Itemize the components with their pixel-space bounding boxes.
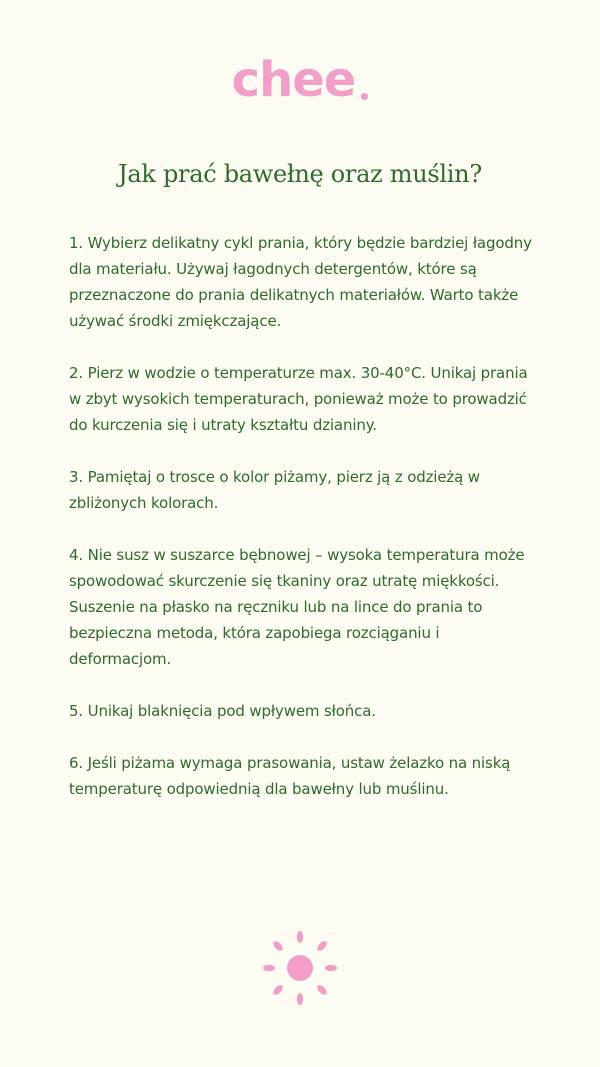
care-step-4: 4. Nie susz w suszarce bębnowej – wysoka temperatura może spowodować skurczenie się tkaniny oraz utratę miękkości. Suszenie na płasko na ręczniku lub na lince do prania to bezpieczna metoda, która zapobiega rozciąganiu i deformacjom. xyxy=(69,546,525,668)
care-step-2: 2. Pierz w wodzie o temperaturze max. 30-40°C. Unikaj prania w zbyt wysokich temperaturach, ponieważ może to prowadzić do kurczenia się i utraty kształtu dzianiny. xyxy=(69,364,528,434)
care-steps-list xyxy=(69,230,539,828)
sun-icon xyxy=(260,928,340,1008)
page-title: Jak prać bawełnę oraz muślin? xyxy=(118,160,482,188)
care-step-6: 6. Jeśli piżama wymaga prasowania, ustaw żelazko na niską temperaturę odpowiednią dla bawełny lub muślinu. xyxy=(69,754,511,798)
logo-text: chee xyxy=(231,52,356,108)
brand-logo xyxy=(0,52,600,108)
care-step-5: 5. Unikaj blaknięcia pod wpływem słońca. xyxy=(69,702,376,720)
care-step-3: 3. Pamiętaj o trosce o kolor piżamy, pierz ją z odzieżą w zbliżonych kolorach. xyxy=(69,468,480,512)
logo-dot xyxy=(361,93,368,100)
care-step-1: 1. Wybierz delikatny cykl prania, który będzie bardziej łagodny dla materiału. Używaj łagodnych detergentów, które są przeznaczone do prania delikatnych materiałów. Warto także używać środki zmiękczające. xyxy=(69,234,532,330)
